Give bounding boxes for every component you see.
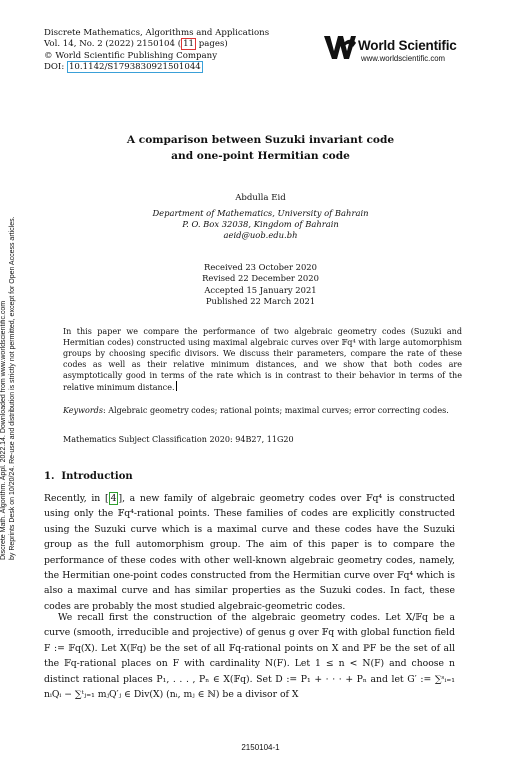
- download-notice: [0, 140, 17, 560]
- doi-line: DOI: 10.1142/S1793830921501044: [44, 62, 201, 73]
- page-number: 2150104-1: [241, 743, 280, 752]
- history-dates: [0, 262, 521, 307]
- email: aeid@uob.edu.bh: [223, 230, 298, 240]
- keywords: [63, 405, 462, 416]
- section-heading: 1. Introduction: [44, 471, 133, 482]
- citation-link[interactable]: 4: [110, 493, 117, 504]
- abstract: In this paper we compare the performance of two algebraic geometry codes (Suzuki and Hermitian codes) constructed using maximal algebraic curves over 𝔽q⁴ with large automorphism groups by choosing specific divisors. We discuss their parameters, compare the rate of these codes as well as their relative minimum distances, and we show that both codes are asymptotically good in terms of the rate which is in contrast to their behavior in terms of the relative minimum distance.: [63, 327, 462, 393]
- journal-name: Discrete Mathematics, Algorithms and Applications: [44, 28, 270, 38]
- revised-date: Revised 22 December 2020: [202, 273, 319, 284]
- intro-paragraph-1: Recently, in [ 4 ], a new family of algebraic geometry codes over 𝔽q⁴ is constructed using only the 𝔽q⁴-rational points. These families of codes are explicitly constructed using the Suzuki curve which is a maximal curve and these codes have the Suzuki group as the full automorphism group. The aim of this paper is to compare the performance of these codes with other well-known algebraic geometry codes, namely, the Hermitian one-point codes constructed from the Hermitian curve over 𝔽q⁴ which is also a maximal curve and has similar properties as the Suzuki codes. In fact, these codes are probably the most studied algebraic-geometric codes.: [44, 493, 455, 612]
- publisher-url: www.worldscientific.com: [361, 54, 446, 63]
- download-notice-line2: by Reprints Desk on 10/20/24. Re-use and distribution is strictly not permitted, except for Open Access articles.: [9, 216, 16, 560]
- msc-classification: Mathematics Subject Classification 2020: 94B27, 11G20: [63, 435, 294, 444]
- published-date: Published 22 March 2021: [205, 295, 316, 306]
- copyright-line: © World Scientific Publishing Company: [44, 50, 218, 61]
- world-scientific-logo-icon: [323, 33, 357, 61]
- intro-paragraph-2: We recall first the construction of the algebraic geometry codes. Let X/𝔽q be a curve (smooth, irreducible and projective) of genus g over 𝔽q with global function field F := 𝔽q(X). Let X(𝔽q) be the set of all 𝔽q-rational points on X and ℙF be the set of all the 𝔽q-rational places on F with cardinality N(F). Let 1 ≤ n < N(F) and choose n distinct rational places P₁, . . . , Pₙ ∈ X(𝔽q). Set D := P₁ + · · · + Pₙ and let G′ := ∑ˢᵢ₌₁ nᵢQᵢ − ∑ᵗⱼ₌₁ mⱼQ′ⱼ ∈ Div(X) (nᵢ, mⱼ ∈ ℕ) be a divisor of X: [44, 612, 455, 701]
- paper-title: A comparison between Suzuki invariant code and one-point Hermitian code: [126, 134, 395, 162]
- keywords-label: Keywords: [63, 406, 103, 415]
- download-notice-line1: Discrete Math. Algorithm. Appl. 2022.14. Downloaded from www.worldscientific.com: [0, 300, 7, 560]
- accepted-date: Accepted 15 January 2021: [204, 284, 317, 295]
- keywords-text: : Algebraic geometry codes; rational points; maximal curves; error correcting codes.: [102, 406, 449, 415]
- address: P. O. Box 32038, Kingdom of Bahrain: [182, 219, 339, 229]
- volume-line: Vol. 14, No. 2 (2022) 2150104 ( 11 pages): [44, 39, 228, 50]
- publisher-logo: [323, 33, 463, 67]
- author-name: Abdulla Eid: [235, 193, 286, 203]
- doi-link[interactable]: 10.1142/S1793830921501044: [68, 62, 201, 73]
- publisher-name: World Scientific: [358, 38, 457, 53]
- received-date: Received 23 October 2020: [204, 262, 317, 272]
- journal-header: [44, 28, 269, 74]
- department: Department of Mathematics, University of Bahrain: [152, 208, 369, 218]
- page-count-link[interactable]: 11: [183, 39, 195, 50]
- text-cursor: [176, 381, 177, 391]
- affiliation: [0, 208, 521, 241]
